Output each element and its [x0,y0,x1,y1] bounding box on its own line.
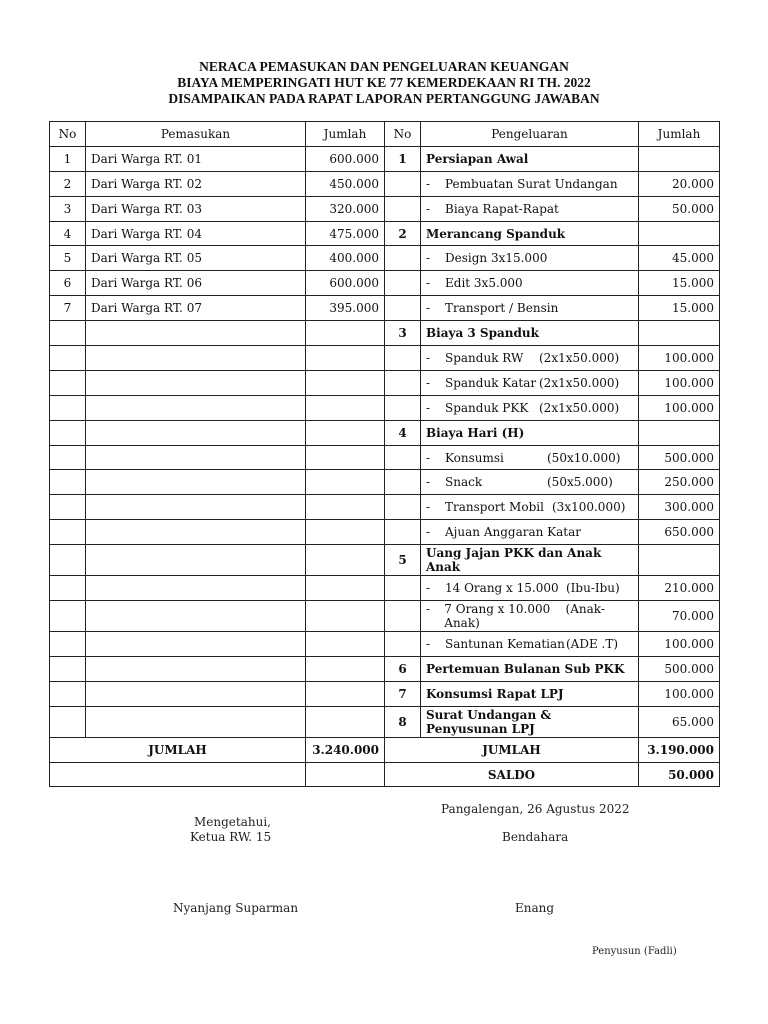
dash: - [426,636,431,651]
empty-cell [385,196,421,221]
dash: - [426,301,431,316]
empty-cell [86,545,306,576]
expense-item [421,601,639,632]
empty-cell [639,146,720,171]
expense-item [421,445,639,470]
empty-cell [86,681,306,706]
expense-item [421,520,639,545]
expense-item-label: Transport / Bensin [445,301,559,316]
empty-cell [385,495,421,520]
col-no-income: No [50,122,86,147]
empty-cell [306,576,385,601]
empty-cell [306,545,385,576]
empty-cell [639,221,720,246]
dash: - [426,375,431,390]
expense-group-no: 6 [385,656,421,681]
expense-item-spec: (2x1x50.000) [539,375,620,390]
expense-item-label: Spanduk Katar [445,375,537,390]
income-amount: 600.000 [306,271,385,296]
expense-total: 3.190.000 [639,737,720,762]
treasurer-title: Bendahara [502,830,569,844]
col-pemasukan: Pemasukan [86,122,306,147]
empty-cell [50,656,86,681]
empty-cell [385,601,421,632]
table-row [50,221,720,246]
expense-item-spec: (Ibu-Ibu) [566,581,620,596]
treasurer-name: Enang [515,901,555,915]
expense-item [421,196,639,221]
empty-cell [385,370,421,395]
income-label: Dari Warga RT. 01 [86,146,306,171]
expense-total-label: JUMLAH [385,737,639,762]
expense-item-spec: (ADE .T) [566,636,619,651]
income-amount: 450.000 [306,171,385,196]
expense-item-label: Snack [445,475,483,490]
table-row [50,576,720,601]
expense-item [421,495,639,520]
table-row [50,346,720,371]
title-line-3: DISAMPAIKAN PADA RAPAT LAPORAN PERTANGGUNG JAWABAN [168,91,600,106]
dash: - [426,602,431,617]
empty-cell [50,681,86,706]
expense-amount: 50.000 [639,196,720,221]
income-label: Dari Warga RT. 02 [86,171,306,196]
expense-group-label: Konsumsi Rapat LPJ [421,681,639,706]
dash: - [426,525,431,540]
table-row [50,445,720,470]
empty-cell [385,520,421,545]
expense-item [421,395,639,420]
income-amount: 600.000 [306,146,385,171]
expense-item [421,246,639,271]
expense-amount: 100.000 [639,370,720,395]
expense-group-label: Merancang Spanduk [421,221,639,246]
col-pengeluaran: Pengeluaran [421,122,639,147]
acknowledged-label: Mengetahui, [194,815,271,829]
title-line-2: BIAYA MEMPERINGATI HUT KE 77 KEMERDEKAAN RI TH. 2022 [177,75,591,90]
expense-group-no: 7 [385,681,421,706]
expense-amount: 100.000 [639,395,720,420]
income-no: 2 [50,171,86,196]
expense-group-no: 2 [385,221,421,246]
empty-cell [86,445,306,470]
totals-row [50,737,720,762]
expense-item-label: Santunan Kematian [445,636,565,651]
income-no: 3 [50,196,86,221]
empty-cell [86,601,306,632]
table-row [50,296,720,321]
expense-item-spec: (2x1x50.000) [539,400,620,415]
income-label: Dari Warga RT. 07 [86,296,306,321]
expense-item-label: Transport Mobil [445,500,544,515]
empty-cell [385,395,421,420]
empty-cell [639,321,720,346]
table-row [50,681,720,706]
dash: - [426,450,431,465]
author-note: Penyusun (Fadli) [592,946,677,957]
table-row [50,520,720,545]
empty-cell [385,271,421,296]
expense-group-no: 1 [385,146,421,171]
income-no: 7 [50,296,86,321]
empty-cell [86,370,306,395]
empty-cell [306,520,385,545]
income-no: 5 [50,246,86,271]
empty-cell [50,370,86,395]
saldo-value: 50.000 [639,762,720,787]
expense-amount: 70.000 [639,601,720,632]
dash: - [426,500,431,515]
empty-cell [50,601,86,632]
expense-amount: 15.000 [639,271,720,296]
empty-cell [86,346,306,371]
empty-cell [50,395,86,420]
expense-item-label: 14 Orang x 15.000 [445,581,559,596]
empty-cell [306,445,385,470]
empty-cell [86,395,306,420]
empty-cell [385,632,421,657]
income-total: 3.240.000 [306,737,385,762]
empty-cell [50,445,86,470]
dash: - [426,400,431,415]
expense-item-label: Pembuatan Surat Undangan [445,176,618,191]
empty-cell [306,395,385,420]
empty-cell [385,171,421,196]
expense-group-no: 3 [385,321,421,346]
empty-cell [86,470,306,495]
saldo-label: SALDO [385,762,639,787]
empty-cell [50,706,86,737]
dash: - [426,475,431,490]
table-row [50,271,720,296]
expense-amount: 65.000 [639,706,720,737]
dash: - [426,350,431,365]
empty-cell [306,706,385,737]
expense-item [421,346,639,371]
expense-item-spec: (2x1x50.000) [539,350,620,365]
expense-group-label: Pertemuan Bulanan Sub PKK [421,656,639,681]
expense-item [421,296,639,321]
empty-cell [306,470,385,495]
table-row [50,321,720,346]
saldo-row [50,762,720,787]
expense-item [421,171,639,196]
empty-cell [86,420,306,445]
income-no: 4 [50,221,86,246]
expense-group-label: Biaya Hari (H) [421,420,639,445]
empty-cell [385,576,421,601]
table-row [50,146,720,171]
table-row [50,545,720,576]
dash: - [426,581,431,596]
expense-amount: 45.000 [639,246,720,271]
table-row [50,706,720,737]
income-no: 6 [50,271,86,296]
expense-item [421,470,639,495]
expense-item-label: Spanduk PKK [445,400,529,415]
empty-cell [306,762,385,787]
table-row [50,420,720,445]
table-row [50,171,720,196]
expense-item-label: 7 Orang x 10.000 [444,602,551,617]
dash: - [426,201,431,216]
expense-item [421,370,639,395]
income-label: Dari Warga RT. 05 [86,246,306,271]
empty-cell [639,545,720,576]
expense-amount: 100.000 [639,632,720,657]
expense-item-label: Design 3x15.000 [445,251,548,266]
empty-cell [86,576,306,601]
col-jumlah-income: Jumlah [306,122,385,147]
empty-cell [50,495,86,520]
dash: - [426,276,431,291]
expense-group-no: 4 [385,420,421,445]
empty-cell [50,632,86,657]
table-row [50,656,720,681]
income-amount: 395.000 [306,296,385,321]
expense-amount: 500.000 [639,656,720,681]
empty-cell [86,495,306,520]
expense-amount: 15.000 [639,296,720,321]
expense-group-label: Biaya 3 Spanduk [421,321,639,346]
empty-cell [306,656,385,681]
dash: - [426,251,431,266]
empty-cell [50,420,86,445]
expense-amount: 500.000 [639,445,720,470]
empty-cell [86,656,306,681]
empty-cell [50,346,86,371]
expense-group-label: Persiapan Awal [421,146,639,171]
table-row [50,495,720,520]
empty-cell [306,681,385,706]
expense-group-label: Uang Jajan PKK dan Anak Anak [421,545,639,576]
expense-amount: 100.000 [639,681,720,706]
expense-item-label: Konsumsi [445,450,504,465]
table-header-row [50,122,720,147]
expense-amount: 100.000 [639,346,720,371]
expense-item-spec: (50x5.000) [547,475,613,490]
rw-chair-name: Nyanjang Suparman [173,901,299,915]
table-row [50,370,720,395]
table-row [50,632,720,657]
empty-cell [385,346,421,371]
empty-cell [86,520,306,545]
balance-table [49,121,720,787]
expense-item-label: Ajuan Anggaran Katar [445,525,581,540]
empty-cell [385,470,421,495]
empty-cell [385,445,421,470]
income-no: 1 [50,146,86,171]
empty-cell [306,495,385,520]
expense-item-spec: (3x100.000) [552,500,626,515]
table-row [50,470,720,495]
rw-chair-title: Ketua RW. 15 [190,830,272,844]
expense-amount: 300.000 [639,495,720,520]
empty-cell [50,545,86,576]
table-row [50,196,720,221]
income-label: Dari Warga RT. 04 [86,221,306,246]
empty-cell [50,520,86,545]
empty-cell [86,706,306,737]
table-row [50,246,720,271]
empty-cell [306,321,385,346]
empty-cell [385,246,421,271]
title-line-1: NERACA PEMASUKAN DAN PENGELUARAN KEUANGAN [199,59,569,74]
expense-item-label: Biaya Rapat-Rapat [445,201,559,216]
empty-cell [385,296,421,321]
empty-cell [50,470,86,495]
empty-cell [50,762,306,787]
income-label: Dari Warga RT. 06 [86,271,306,296]
income-amount: 475.000 [306,221,385,246]
empty-cell [86,321,306,346]
empty-cell [306,632,385,657]
table-row [50,601,720,632]
empty-cell [50,576,86,601]
expense-amount: 210.000 [639,576,720,601]
expense-amount: 650.000 [639,520,720,545]
document-title [0,59,768,107]
expense-item-spec: (Anak-Anak) [444,602,605,631]
expense-amount: 20.000 [639,171,720,196]
table-row [50,395,720,420]
empty-cell [306,370,385,395]
expense-item [421,576,639,601]
col-jumlah-expense: Jumlah [639,122,720,147]
empty-cell [86,632,306,657]
income-amount: 400.000 [306,246,385,271]
dash: - [426,176,431,191]
income-amount: 320.000 [306,196,385,221]
expense-item [421,271,639,296]
empty-cell [639,420,720,445]
expense-group-no: 8 [385,706,421,737]
income-total-label: JUMLAH [50,737,306,762]
col-no-expense: No [385,122,421,147]
expense-group-label: Surat Undangan & Penyusunan LPJ [421,706,639,737]
empty-cell [306,420,385,445]
expense-item-label: Edit 3x5.000 [445,276,523,291]
expense-group-no: 5 [385,545,421,576]
expense-item-label: Spanduk RW [445,350,524,365]
expense-item [421,632,639,657]
income-label: Dari Warga RT. 03 [86,196,306,221]
expense-item-spec: (50x10.000) [547,450,621,465]
expense-amount: 250.000 [639,470,720,495]
empty-cell [306,601,385,632]
empty-cell [306,346,385,371]
place-date: Pangalengan, 26 Agustus 2022 [441,802,630,816]
empty-cell [50,321,86,346]
